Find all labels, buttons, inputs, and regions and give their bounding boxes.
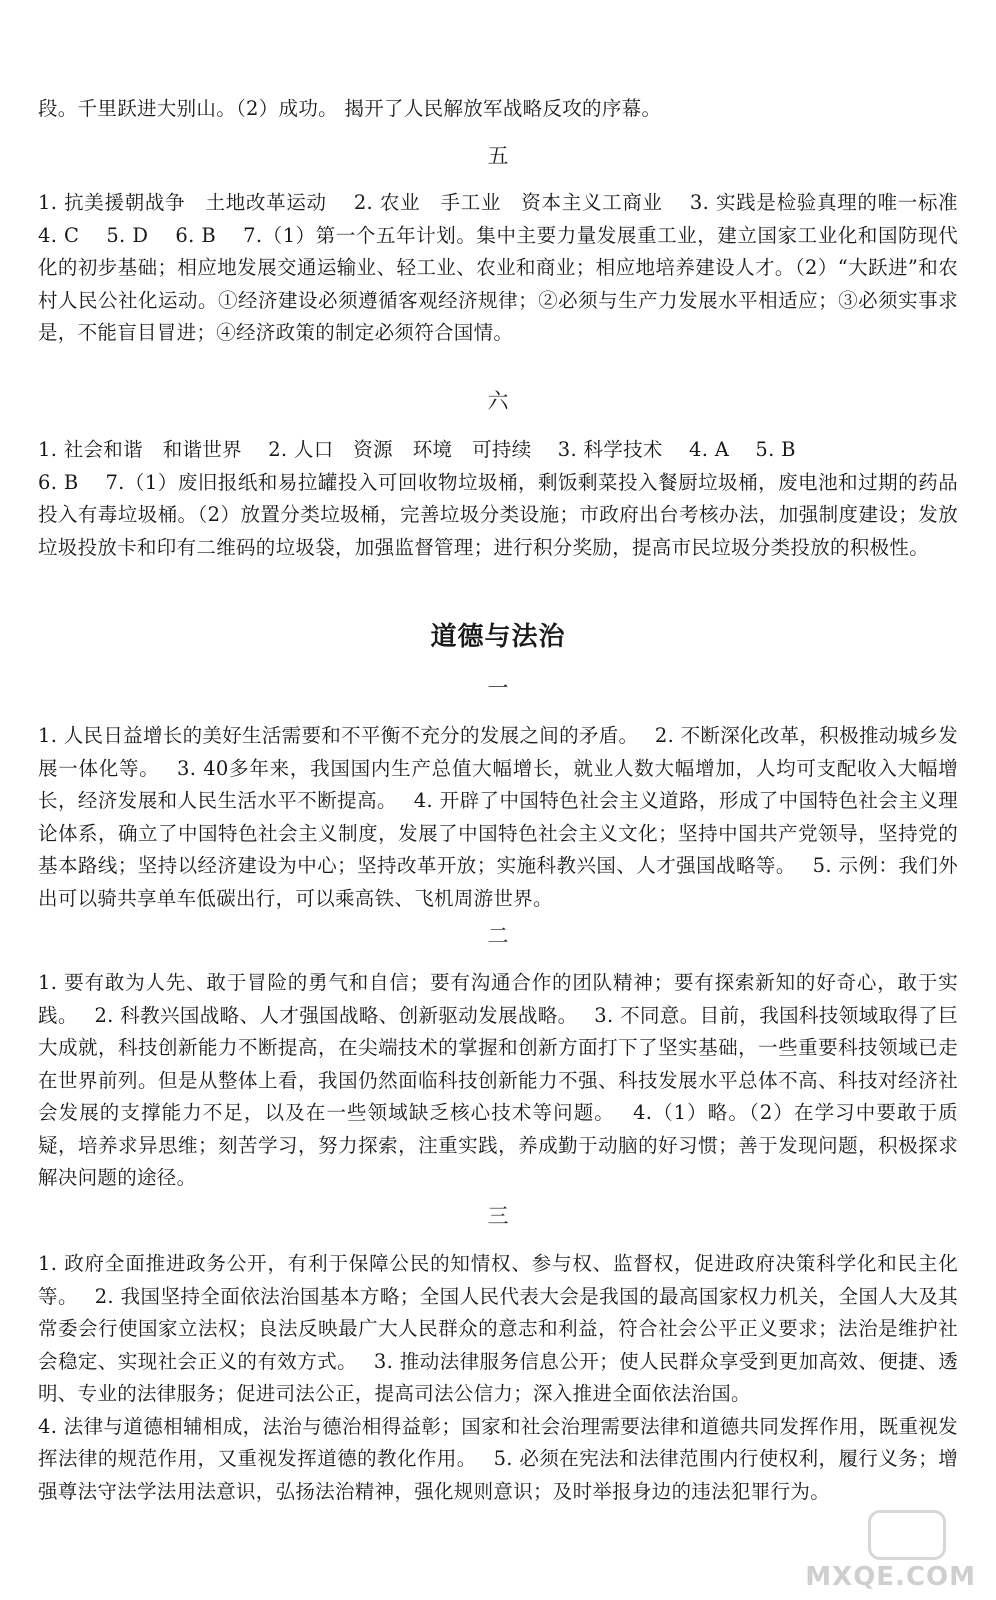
history-continuation-text: 段。千里跃进大别山。（2）成功。 揭开了人民解放军战略反攻的序幕。 xyxy=(38,97,662,120)
history-section-6-heading: 六 xyxy=(487,389,509,413)
watermark-logo-icon xyxy=(868,1510,946,1560)
history-section-5-answers: 1. 抗美援朝战争 土地改革运动 2. 农业 手工业 资本主义工商业 3. 实践是检验真理的唯一标准 4. C 5. D 6. B 7.（1）第一个五年计划。集中主要力量发展重工业，建立国家工业化和国防现代化的初步基础；相应地发展交通运输业、轻工业、农业和商业；相应地培养建设人才。（2）“大跃进”和农村人民公社化运动。①经济建设必须遵循客观经济规律；②必须与生产力发展水平相适应；③必须实事求是，不能盲目冒进；④经济政策的制定必须符合国情。 xyxy=(38,191,985,344)
morality-section-2-heading: 二 xyxy=(487,924,509,948)
morality-section-3-heading: 三 xyxy=(487,1204,509,1228)
morality-section-1-heading: 一 xyxy=(487,676,509,700)
watermark-text: MXQE.COM xyxy=(805,1562,976,1592)
morality-section-2-answers: 1. 要有敢为人先、敢于冒险的勇气和自信；要有沟通合作的团队精神；要有探索新知的好奇心，敢于实践。 2. 科教兴国战略、人才强国战略、创新驱动发展战略。 3. 不同意。目前，我国科技领域取得了巨大成就，科技创新能力不断提高，在尖端技术的掌握和创新方面打下了坚实基础，一些重要科技领域已走在世界前列。但是从整体上看，我国仍然面临科技创新能力不强、科技发展水平总体不高、科技对经济社会发展的支撑能力不足，以及在一些领域缺乏核心技术等问题。 4.（1）略。（2）在学习中要敢于质疑，培养求异思维；刻苦学习，努力探索，注重实践，养成勤于动脑的好习惯；善于发现问题，积极探求解决问题的途径。 xyxy=(38,971,958,1189)
morality-section-1-answers: 1. 人民日益增长的美好生活需要和不平衡不充分的发展之间的矛盾。 2. 不断深化改革，积极推动城乡发展一体化等。 3. 40多年来，我国国内生产总值大幅增长，就业人数大幅增加，人均可支配收入大幅增长，经济发展和人民生活水平不断提高。 4. 开辟了中国特色社会主义道路，形成了中国特色社会主义理论体系，确立了中国特色社会主义制度，发展了中国特色社会主义文化；坚持中国共产党领导，坚持党的基本路线；坚持以经济建设为中心；坚持改革开放；实施科教兴国、人才强国战略等。 5. 示例：我们外出可以骑共享单车低碳出行，可以乘高铁、飞机周游世界。 xyxy=(38,724,958,910)
subject-title-morality-law: 道德与法治 xyxy=(430,622,566,652)
history-section-6-answers: 1. 社会和谐 和谐世界 2. 人口 资源 环境 可持续 3. 科学技术 4. A 5. B 6. B 7.（1）废旧报纸和易拉罐投入可回收物垃圾桶，剩饭剩菜投入餐厨垃圾桶，废电池和过期的药品投入有毒垃圾桶。（2）放置分类垃圾桶，完善垃圾分类设施；市政府出台考核办法，加强制度建设；发放垃圾投放卡和印有二维码的垃圾袋，加强监督管理；进行积分奖励，提高市民垃圾分类投放的积极性。 xyxy=(38,438,958,559)
site-watermark xyxy=(805,1506,976,1592)
history-section-5-heading: 五 xyxy=(487,144,509,168)
morality-section-3-answers: 1. 政府全面推进政务公开，有利于保障公民的知情权、参与权、监督权，促进政府决策科学化和民主化等。 2. 我国坚持全面依法治国基本方略；全国人民代表大会是我国的最高国家权力机关，全国人大及其常委会行使国家立法权；良法反映最广大人民群众的意志和利益，符合社会公平正义要求；法治是维护社会稳定、实现社会正义的有效方式。 3. 推动法律服务信息公开；使人民群众享受到更加高效、便捷、透明、专业的法律服务；促进司法公正，提高司法公信力；深入推进全面依法治国。 4. 法律与道德相辅相成，法治与德治相得益彰；国家和社会治理需要法律和道德共同发挥作用，既重视发挥法律的规范作用，又重视发挥道德的教化作用。 5. 必须在宪法和法律范围内行使权利，履行义务；增强尊法守法学法用法意识，弘扬法治精神，强化规则意识；及时举报身边的违法犯罪行为。 xyxy=(38,1252,958,1503)
